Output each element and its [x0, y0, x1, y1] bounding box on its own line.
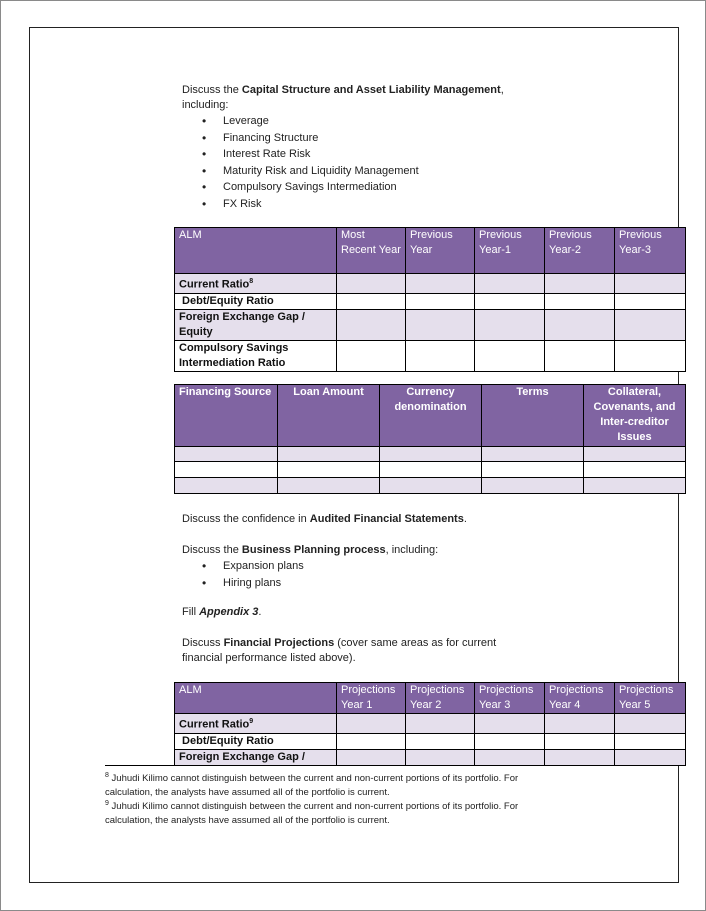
- alm-header-cell: Previous Year-2: [545, 228, 615, 274]
- footnote-line2: calculation, the analysts have assumed all of the portfolio is current.: [105, 815, 390, 827]
- audited-prefix: Discuss the confidence in: [182, 513, 310, 525]
- financing-header-cell: Loan Amount: [278, 385, 380, 447]
- table-cell[interactable]: [406, 733, 475, 749]
- footnote-line1: Juhudi Kilimo cannot distinguish between the current and non-current portions of its portfolio. For: [108, 801, 519, 813]
- table-cell[interactable]: [406, 309, 475, 340]
- intro-paragraph: [182, 83, 542, 113]
- table-cell[interactable]: [278, 462, 380, 478]
- financing-header-cell: Financing Source: [175, 385, 278, 447]
- alm-row-label: [175, 274, 337, 294]
- financing-header-row: [175, 385, 686, 447]
- table-cell[interactable]: [545, 749, 615, 765]
- table-cell[interactable]: [482, 447, 584, 462]
- bullet-item: • Hiring plans: [182, 575, 304, 592]
- bullet-item: • Interest Rate Risk: [182, 146, 419, 163]
- footnote-separator: [105, 765, 230, 766]
- business-paragraph: [182, 543, 438, 558]
- financing-header-cell: Collateral, Covenants, and Inter-creditor Issues: [584, 385, 686, 447]
- table-cell[interactable]: [584, 478, 686, 494]
- table-cell[interactable]: [337, 274, 406, 294]
- table-cell[interactable]: [545, 293, 615, 309]
- table-cell[interactable]: [475, 714, 545, 734]
- table-cell[interactable]: [615, 714, 686, 734]
- table-cell[interactable]: [615, 274, 686, 294]
- table-cell[interactable]: [380, 478, 482, 494]
- table-cell[interactable]: [615, 749, 686, 765]
- table-cell[interactable]: [545, 340, 615, 371]
- appendix-paragraph: [182, 605, 261, 620]
- table-cell[interactable]: [475, 733, 545, 749]
- audited-paragraph: [182, 512, 467, 527]
- projections-header-cell: ALM: [175, 683, 337, 714]
- table-cell[interactable]: [475, 340, 545, 371]
- projections-header-cell: Projections Year 4: [545, 683, 615, 714]
- row-label-text: Current Ratio: [179, 278, 250, 291]
- table-cell[interactable]: [175, 447, 278, 462]
- projections-row: [175, 749, 686, 765]
- table-cell[interactable]: [475, 274, 545, 294]
- appendix-italic: Appendix 3: [199, 606, 259, 618]
- footnote-line1: Juhudi Kilimo cannot distinguish between the current and non-current portions of its portfolio. For: [108, 773, 519, 785]
- projections-header-cell: Projections Year 1: [337, 683, 406, 714]
- table-cell[interactable]: [278, 447, 380, 462]
- alm-header-row: [175, 228, 686, 274]
- projections-row-label: [175, 714, 337, 734]
- alm-header-cell: Previous Year-3: [615, 228, 686, 274]
- intro-bold: Capital Structure and Asset Liability Management: [241, 84, 501, 96]
- table-cell[interactable]: [337, 340, 406, 371]
- bullet-item: • Compulsory Savings Intermediation: [182, 179, 419, 196]
- table-cell[interactable]: [545, 274, 615, 294]
- table-cell[interactable]: [337, 733, 406, 749]
- table-cell[interactable]: [475, 309, 545, 340]
- footnote-line2: calculation, the analysts have assumed all of the portfolio is current.: [105, 787, 390, 799]
- audited-bold: Audited Financial Statements: [309, 513, 464, 525]
- projections-header-cell: Projections Year 2: [406, 683, 475, 714]
- table-cell[interactable]: [475, 749, 545, 765]
- financing-table: [174, 384, 686, 494]
- footnote-number: 9: [105, 800, 109, 807]
- table-cell[interactable]: [337, 293, 406, 309]
- financing-row: [175, 447, 686, 462]
- alm-row-label: Foreign Exchange Gap / Equity: [175, 309, 337, 340]
- table-cell[interactable]: [475, 293, 545, 309]
- table-cell[interactable]: [615, 293, 686, 309]
- alm-header-cell: Previous Year: [406, 228, 475, 274]
- table-cell[interactable]: [482, 478, 584, 494]
- business-bullet-list: [182, 558, 304, 591]
- intro-line2: including:: [182, 99, 229, 111]
- bullet-item: • Leverage: [182, 113, 419, 130]
- table-cell[interactable]: [337, 309, 406, 340]
- table-cell[interactable]: [406, 340, 475, 371]
- business-prefix: Discuss the: [182, 544, 242, 556]
- table-cell[interactable]: [584, 462, 686, 478]
- table-cell[interactable]: [175, 462, 278, 478]
- intro-prefix: Discuss the: [182, 84, 242, 96]
- table-cell[interactable]: [584, 447, 686, 462]
- footnote-ref: 8: [249, 278, 254, 285]
- table-cell[interactable]: [406, 293, 475, 309]
- business-suffix: , including:: [385, 544, 439, 556]
- appendix-prefix: Fill: [182, 606, 200, 618]
- topic-bullet-list: [182, 113, 419, 212]
- footnote-9: [105, 797, 585, 828]
- table-cell[interactable]: [615, 309, 686, 340]
- business-bold: Business Planning process: [241, 544, 386, 556]
- alm-row-label: Compulsory Savings Intermediation Ratio: [175, 340, 337, 371]
- table-cell[interactable]: [545, 309, 615, 340]
- footnote-8: [105, 769, 585, 800]
- table-cell[interactable]: [482, 462, 584, 478]
- projections-table: [174, 682, 686, 766]
- table-cell[interactable]: [175, 478, 278, 494]
- projections-bold: Financial Projections: [223, 637, 335, 649]
- financing-header-cell: Terms: [482, 385, 584, 447]
- intro-suffix: ,: [500, 84, 504, 96]
- alm-header-cell: ALM: [175, 228, 337, 274]
- table-cell[interactable]: [278, 478, 380, 494]
- bullet-item: • Maturity Risk and Liquidity Management: [182, 163, 419, 180]
- footnote-ref: 9: [249, 718, 254, 725]
- table-cell[interactable]: [615, 340, 686, 371]
- alm-header-cell: Previous Year-1: [475, 228, 545, 274]
- appendix-suffix: .: [258, 606, 262, 618]
- bullet-item: • Financing Structure: [182, 130, 419, 147]
- projections-suffix: (cover same areas as for current: [334, 637, 497, 649]
- projections-line2: financial performance listed above).: [182, 652, 356, 664]
- table-cell[interactable]: [615, 733, 686, 749]
- projections-header-cell: Projections Year 3: [475, 683, 545, 714]
- projections-paragraph: [182, 636, 527, 666]
- alm-header-cell: Most Recent Year: [337, 228, 406, 274]
- table-cell[interactable]: [406, 274, 475, 294]
- audited-suffix: .: [463, 513, 467, 525]
- alm-row-label: Debt/Equity Ratio: [175, 293, 337, 309]
- bullet-item: • Expansion plans: [182, 558, 304, 575]
- projections-row-label: Foreign Exchange Gap /: [175, 749, 337, 765]
- projections-row: [175, 733, 686, 749]
- table-cell[interactable]: [406, 749, 475, 765]
- financing-row: [175, 478, 686, 494]
- financing-row: [175, 462, 686, 478]
- projections-header-cell: Projections Year 5: [615, 683, 686, 714]
- alm-row: [175, 293, 686, 309]
- alm-table: [174, 227, 686, 372]
- alm-row: [175, 274, 686, 294]
- bullet-item: • FX Risk: [182, 196, 419, 213]
- projections-row: [175, 714, 686, 734]
- table-cell[interactable]: [337, 749, 406, 765]
- row-label-text: Current Ratio: [179, 718, 250, 731]
- financing-header-cell: Currency denomination: [380, 385, 482, 447]
- table-cell[interactable]: [545, 733, 615, 749]
- projections-prefix: Discuss: [182, 637, 224, 649]
- footnote-number: 8: [105, 772, 109, 779]
- projections-row-label: Debt/Equity Ratio: [175, 733, 337, 749]
- table-cell[interactable]: [380, 462, 482, 478]
- alm-row: [175, 340, 686, 371]
- alm-row: [175, 309, 686, 340]
- table-cell[interactable]: [380, 447, 482, 462]
- table-cell[interactable]: [337, 714, 406, 734]
- projections-header-row: [175, 683, 686, 714]
- table-cell[interactable]: [545, 714, 615, 734]
- table-cell[interactable]: [406, 714, 475, 734]
